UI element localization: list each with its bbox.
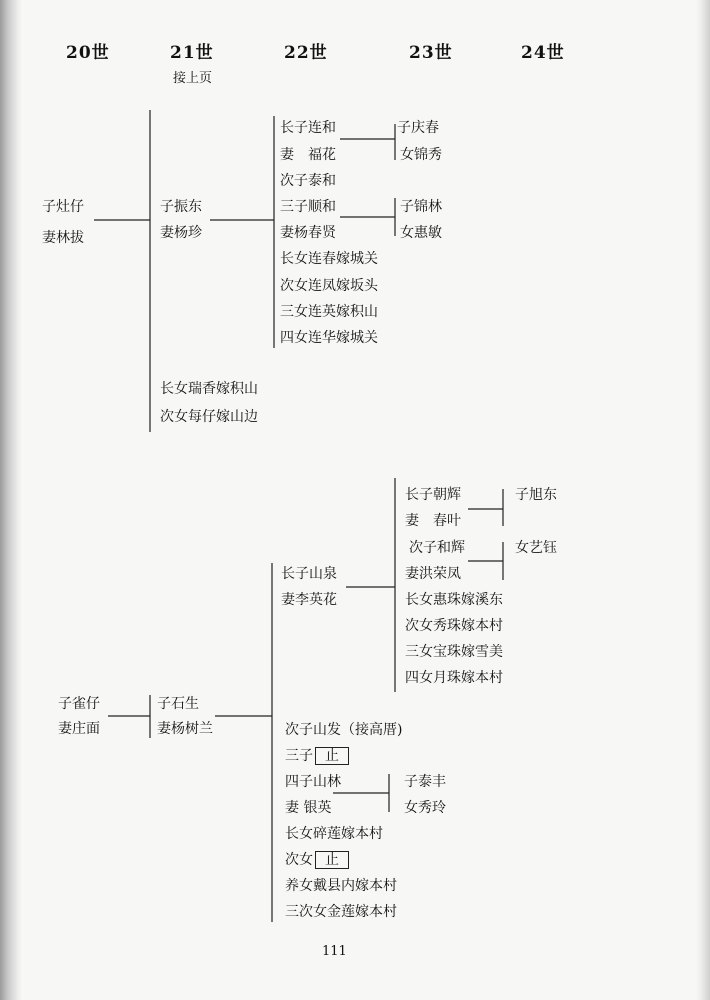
f1-gen21-daughter1: 长女瑞香嫁积山 xyxy=(160,381,258,397)
f2-gen22-daughter2 xyxy=(285,851,349,869)
f2-gen21-wife: 妻杨树兰 xyxy=(157,721,213,737)
f2-gen22-son3-label: 三子 xyxy=(285,748,313,764)
stop-mark-2: 止 xyxy=(315,851,349,869)
page-number: 111 xyxy=(322,944,347,959)
f2-gen23-daughter2: 次女秀珠嫁本村 xyxy=(405,618,503,634)
f1-gen22-daughter3: 三女连英嫁积山 xyxy=(280,304,378,320)
f1-gen22-son3: 三子顺和 xyxy=(280,199,336,215)
f2-gen22-son1-wife: 妻李英花 xyxy=(281,592,337,608)
header-gen-23: 23世 xyxy=(409,43,453,63)
f1-gen23-son-b: 子锦林 xyxy=(400,199,442,215)
f1-gen22-son2: 次子泰和 xyxy=(280,173,336,189)
f1-gen20-son: 子灶仔 xyxy=(42,199,84,215)
f1-gen22-son1: 长子连和 xyxy=(280,120,336,136)
f2-gen23-daughter3: 三女宝珠嫁雪美 xyxy=(405,644,503,660)
f1-gen22-son3-wife: 妻杨春贤 xyxy=(280,225,336,241)
f2-gen22-daughter1: 长女碎莲嫁本村 xyxy=(285,826,383,842)
f2-gen22-son4-wife: 妻 银英 xyxy=(285,800,332,816)
f2-gen23-son2: 次子和辉 xyxy=(409,540,465,556)
f1-gen21-son: 子振东 xyxy=(160,199,202,215)
f2-gen22-daughter3: 三次女金莲嫁本村 xyxy=(285,904,397,920)
f2-gen22-adopted-daughter: 养女戴县内嫁本村 xyxy=(285,878,397,894)
f2-gen23-son2-wife: 妻洪荣凤 xyxy=(405,566,461,582)
f2-gen22-daughter2-label: 次女 xyxy=(285,852,313,868)
f2-gen23-daughter1: 长女惠珠嫁溪东 xyxy=(405,592,503,608)
f1-gen22-son1-wife: 妻 福花 xyxy=(280,147,336,163)
f2-gen20-son: 子雀仔 xyxy=(58,696,100,712)
f1-gen23-daughter-b: 女惠敏 xyxy=(400,225,442,241)
f2-gen23-daughter4: 四女月珠嫁本村 xyxy=(405,670,503,686)
continued-note: 接上页 xyxy=(173,71,213,86)
f1-gen23-daughter-a: 女锦秀 xyxy=(400,147,442,163)
f2-gen22-son1: 长子山泉 xyxy=(281,566,337,582)
f2-gen23-son1-wife: 妻 春叶 xyxy=(405,513,461,529)
header-gen-24: 24世 xyxy=(521,43,565,63)
stop-mark-1: 止 xyxy=(315,747,349,765)
f1-gen22-daughter2: 次女连凤嫁坂头 xyxy=(280,278,378,294)
f1-gen20-wife: 妻林拔 xyxy=(42,230,84,246)
f1-gen22-daughter4: 四女连华嫁城关 xyxy=(280,330,378,346)
f2-gen21-son: 子石生 xyxy=(157,696,199,712)
f1-gen23-son-a: 子庆春 xyxy=(397,120,439,136)
f1-gen22-daughter1: 长女连春嫁城关 xyxy=(280,251,378,267)
f2-gen23-son1: 长子朝辉 xyxy=(405,487,461,503)
f2-gen23-daughter-d: 女秀玲 xyxy=(404,800,446,816)
f2-gen24-son-a: 子旭东 xyxy=(515,487,557,503)
f1-gen21-daughter2: 次女每仔嫁山边 xyxy=(160,409,258,425)
f2-gen22-son3 xyxy=(285,747,349,765)
header-gen-21: 21世 xyxy=(170,43,214,63)
f2-gen23-son-d: 子泰丰 xyxy=(404,774,446,790)
f2-gen20-wife: 妻庄面 xyxy=(58,721,100,737)
header-gen-20: 20世 xyxy=(66,43,110,63)
f2-gen24-daughter-b: 女艺钰 xyxy=(515,540,557,556)
f2-gen22-son4: 四子山林 xyxy=(285,774,341,790)
f2-gen22-son2: 次子山发（接高厝) xyxy=(285,722,403,738)
f1-gen21-wife: 妻杨珍 xyxy=(160,225,202,241)
header-gen-22: 22世 xyxy=(284,43,328,63)
